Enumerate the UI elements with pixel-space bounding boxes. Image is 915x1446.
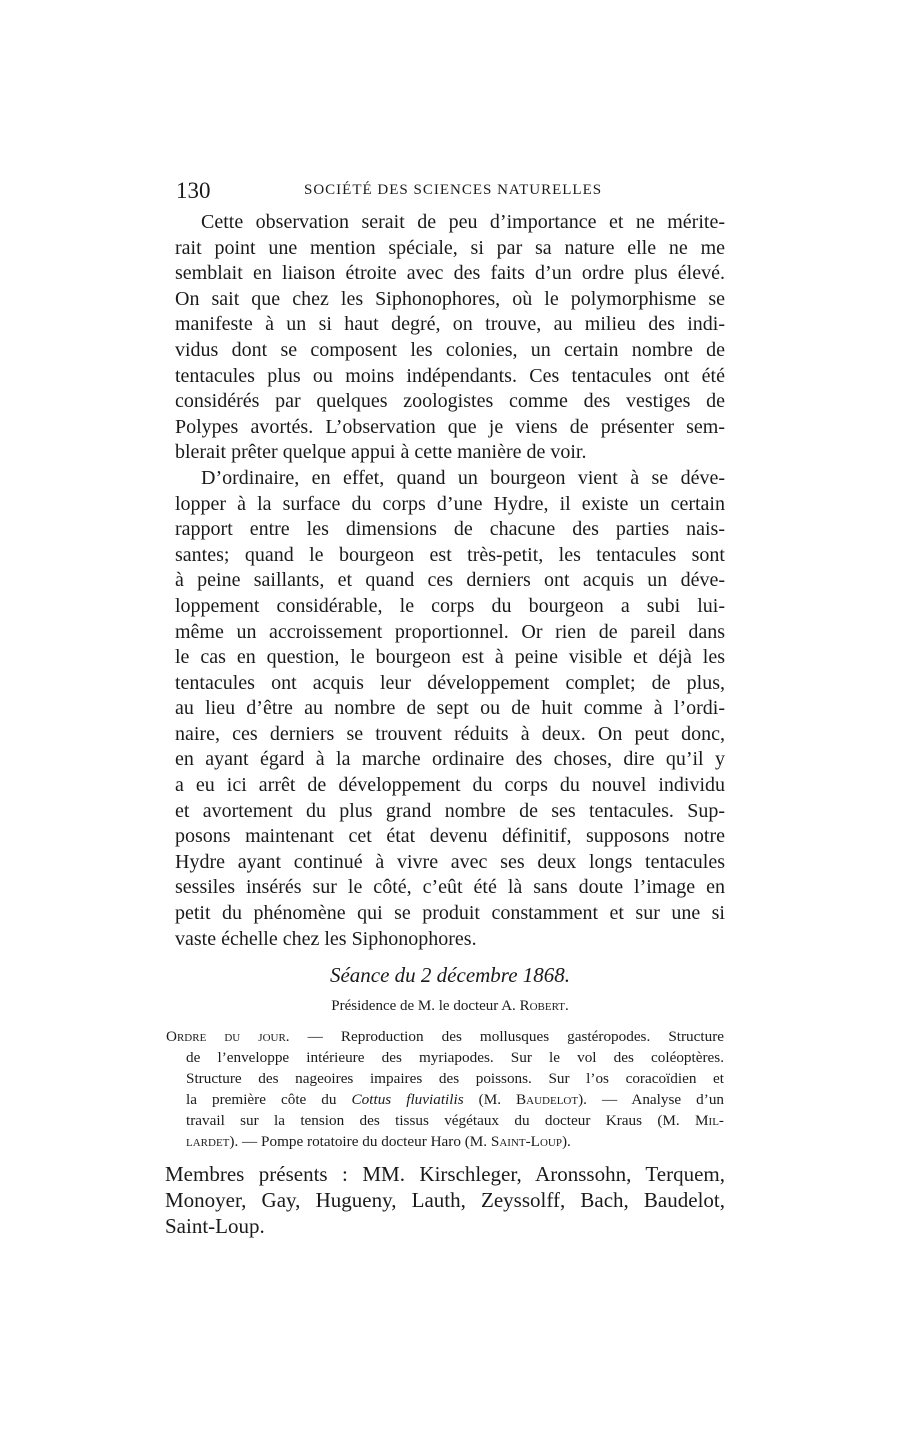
text-line: petit du phénomène qui se produit constamment et sur une si — [175, 902, 725, 925]
text-line: Hydre ayant continué à vivre avec ses deux longs tentacules — [175, 850, 725, 873]
text-line: le cas en question, le bourgeon est à peine visible et déjà les — [175, 646, 725, 669]
president-name: Robert. — [519, 998, 569, 1014]
page-header — [176, 178, 724, 208]
ordre-text: (M. — [463, 1091, 517, 1108]
paragraph-2 — [175, 466, 725, 952]
seance-title: Séance du 2 décembre 1868. — [329, 963, 571, 987]
speaker-name: Baudelot — [516, 1091, 579, 1108]
text-line: rait point une mention spéciale, si par sa nature elle ne me — [175, 236, 725, 259]
text-line: rapport entre les dimensions de chacune des parties nais- — [175, 518, 725, 541]
ordre-line — [166, 1110, 724, 1131]
membres-presents — [165, 1161, 725, 1239]
running-title: SOCIÉTÉ DES SCIENCES NATURELLES — [304, 182, 603, 198]
text-line: à peine saillants, et quand ces derniers ont acquis un déve- — [175, 569, 725, 592]
text-line: et avortement du plus grand nombre de ses tentacules. Sup- — [175, 799, 725, 822]
speaker-name: lardet — [186, 1133, 230, 1150]
page-number: 130 — [176, 178, 211, 203]
text-line: sessiles insérés sur le côté, c’eût été là sans doute l’image en — [175, 876, 725, 899]
text-line: On sait que chez les Siphonophores, où le polymorphisme se — [175, 287, 725, 310]
ordre-text: ). — Analyse d’un — [578, 1091, 724, 1108]
text-line: D’ordinaire, en effet, quand un bourgeon vient à se déve- — [201, 466, 725, 489]
text-line: santes; quand le bourgeon est très-petit, les tentacules sont — [175, 543, 725, 566]
membres-line: Membres présents : MM. Kirschleger, Aronssohn, Terquem, — [165, 1162, 725, 1186]
text-line: semblait en liaison étroite avec des faits d’un ordre plus élevé. — [175, 262, 725, 285]
text-line: tentacules ont acquis leur développement complet; de plus, — [175, 671, 725, 694]
text-line: tentacules plus ou moins indépendants. Ces tentacules ont été — [175, 364, 725, 387]
presidence-line — [175, 998, 725, 1015]
text-line: loppement considérable, le corps du bourgeon a subi lui- — [175, 594, 725, 617]
ordre-text: — Reproduction des mollusques gastéropodes. Structure — [289, 1028, 724, 1045]
text-line: même un accroissement proportionnel. Or rien de pareil dans — [175, 620, 725, 643]
text-line: vidus dont se composent les colonies, un certain nombre de — [175, 338, 725, 361]
ordre-line: de l’enveloppe intérieure des myriapodes. Sur le vol des coléoptères. — [186, 1049, 724, 1066]
text-line: en ayant égard à la marche ordinaire des choses, dire qu’il y — [175, 748, 725, 771]
text-line: naire, ces derniers se trouvent réduits à deux. On peut donc, — [175, 722, 725, 745]
ordre-text: travail sur la tension des tissus végétaux du docteur Kraus (M. — [186, 1112, 696, 1129]
text-line: au lieu d’être au nombre de sept ou de huit comme à l’ordi- — [175, 697, 725, 720]
text-line: considérés par quelques zoologistes comme des vestiges de — [175, 390, 725, 413]
membres-line: Saint-Loup. — [165, 1214, 265, 1238]
speaker-name: Mil- — [695, 1112, 724, 1129]
text-line: manifeste à un si haut degré, on trouve, au milieu des indi- — [175, 313, 725, 336]
ordre-line — [166, 1131, 724, 1152]
species-name: Cottus fluviatilis — [351, 1091, 464, 1108]
ordre-text: la première côte du — [186, 1091, 352, 1108]
body-text — [175, 210, 725, 952]
text-line: blerait prêter quelque appui à cette manière de voir. — [175, 441, 587, 464]
ordre-line: Structure des nageoires impaires des poissons. Sur l’os coracoïdien et — [186, 1070, 724, 1087]
text-line: a eu ici arrêt de développement du corps du nouvel individu — [175, 774, 725, 797]
ordre-line — [166, 1026, 724, 1047]
paragraph-1 — [175, 210, 725, 466]
text-line: lopper à la surface du corps d’une Hydre, il existe un certain — [175, 492, 725, 515]
ordre-text: ). — [561, 1133, 571, 1150]
presidence-prefix: Présidence de M. le docteur A. — [331, 998, 520, 1014]
speaker-name: Saint-Loup — [490, 1133, 562, 1150]
ordre-label: Ordre du jour. — [166, 1028, 290, 1045]
text-line: Polypes avortés. L’observation que je viens de présenter sem- — [175, 415, 725, 438]
text-line: Cette observation serait de peu d’importance et ne mérite- — [201, 211, 725, 233]
membres-line: Monoyer, Gay, Hugueny, Lauth, Zeyssolff, Bach, Baudelot, — [165, 1188, 725, 1212]
text-line: posons maintenant cet état devenu définitif, supposons notre — [175, 825, 725, 848]
ordre-text: ). — Pompe rotatoire du docteur Haro (M. — [229, 1133, 491, 1150]
text-line: vaste échelle chez les Siphonophores. — [175, 927, 477, 950]
ordre-line — [166, 1089, 724, 1110]
ordre-du-jour — [166, 1026, 724, 1152]
